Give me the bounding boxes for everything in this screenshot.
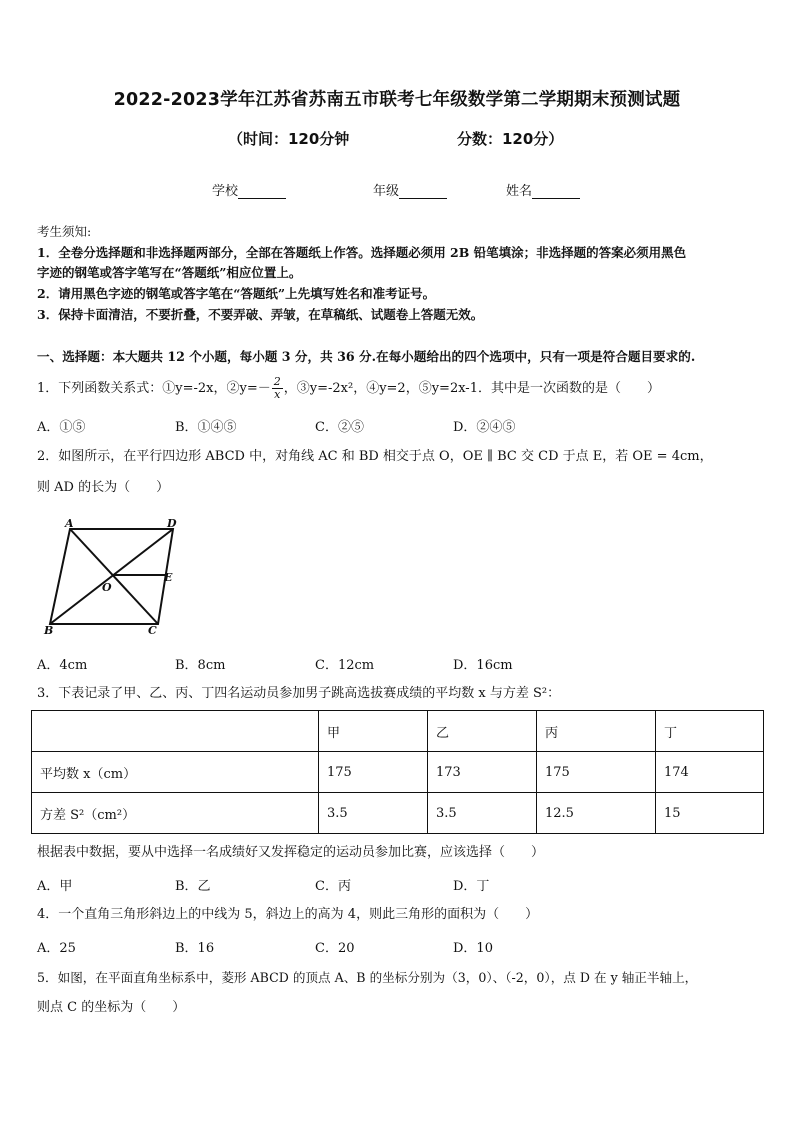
table-cell: 174	[656, 752, 764, 793]
label-b: B	[44, 624, 54, 637]
diagonal-bd	[50, 529, 173, 624]
question-4: 4．一个直角三角形斜边上的中线为 5，斜边上的高为 4，则此三角形的面积为（ ）	[37, 907, 539, 922]
label-d: D	[167, 517, 177, 530]
q1-option-b: B．①④⑤	[175, 420, 237, 435]
q4-option-c: C．20	[315, 941, 355, 956]
q3-option-d: D．丁	[453, 879, 490, 894]
question-2-line1: 2．如图所示，在平行四边形 ABCD 中，对角线 AC 和 BD 相交于点 O，OE ∥ BC 交 CD 于点 E，若 OE = 4cm，	[37, 449, 713, 464]
table-header-row	[32, 711, 764, 752]
question-3-prompt: 根据表中数据，要从中选择一名成绩好又发挥稳定的运动员参加比赛，应该选择（ ）	[37, 845, 545, 860]
table-cell: 甲	[319, 711, 428, 752]
grade-field: 年级	[373, 180, 447, 199]
q2-option-c: C．12cm	[315, 658, 375, 673]
table-cell: 3.5	[428, 793, 537, 834]
table-cell: 175	[319, 752, 428, 793]
table-cell: 15	[656, 793, 764, 834]
table-cell: 丁	[656, 711, 764, 752]
stats-table	[31, 710, 764, 834]
section-heading: 一、选择题：本大题共 12 个小题，每小题 3 分，共 36 分.在每小题给出的四个选项中，只有一项是符合题目要求的.	[37, 349, 696, 364]
notice-item: 字迹的钢笔或答字笔写在“答题纸”相应位置上。	[37, 265, 302, 280]
question-1: 1．下列函数关系式：①y=-2x，②y=－ $\frac{2}{x}$ ，③y=-2x²，④y=2，⑤y=2x-1．其中是一次函数的是（ ）	[37, 375, 660, 401]
label-c: C	[148, 624, 157, 637]
table-cell: 12.5	[537, 793, 656, 834]
q4-option-a: A．25	[37, 941, 76, 956]
table-cell: 丙	[537, 711, 656, 752]
q3-option-c: C．丙	[315, 879, 351, 894]
q1-option-c: C．②⑤	[315, 420, 364, 435]
notice-item: 1．全卷分选择题和非选择题两部分，全部在答题纸上作答。选择题必须用 2B 铅笔填涂；非选择题的答案必须用黑色	[37, 245, 687, 260]
label-a: A	[65, 517, 74, 530]
school-field: 学校	[212, 180, 286, 199]
q1-option-d: D．②④⑤	[453, 420, 516, 435]
q4-option-b: B．16	[175, 941, 215, 956]
table-row	[32, 752, 764, 793]
table-row	[32, 793, 764, 834]
notice-item: 2．请用黑色字迹的钢笔或答字笔在“答题纸”上先填写姓名和准考证号。	[37, 286, 436, 301]
time-limit: （时间：120分钟	[228, 130, 350, 148]
parallelogram-figure	[40, 517, 185, 637]
name-field: 姓名	[506, 180, 580, 199]
label-e: E	[164, 571, 173, 584]
q2-option-b: B．8cm	[175, 658, 226, 673]
q3-option-a: A．甲	[37, 879, 73, 894]
notice-item: 3．保持卡面清洁，不要折叠，不要弄破、弄皱，在草稿纸、试题卷上答题无效。	[37, 307, 484, 322]
table-cell: 平均数 x（cm）	[32, 752, 319, 793]
q3-option-b: B．乙	[175, 879, 211, 894]
table-cell: 173	[428, 752, 537, 793]
q2-option-a: A．4cm	[37, 658, 88, 673]
table-cell	[32, 711, 319, 752]
fraction: $\frac{2}{x}$	[273, 375, 281, 401]
question-3: 3．下表记录了甲、乙、丙、丁四名运动员参加男子跳高选拔赛成绩的平均数 x 与方差 S²：	[37, 686, 561, 701]
table-cell: 3.5	[319, 793, 428, 834]
question-2-line2: 则 AD 的长为（ ）	[37, 480, 170, 495]
q4-option-d: D．10	[453, 941, 493, 956]
q1-option-a: A．①⑤	[37, 420, 86, 435]
total-score: 分数：120分）	[457, 130, 564, 148]
table-cell: 乙	[428, 711, 537, 752]
diagonal-ac	[70, 529, 158, 624]
question-5-line2: 则点 C 的坐标为（ ）	[37, 1000, 186, 1015]
notice-heading: 考生须知:	[37, 224, 92, 239]
page-title: 2022-2023学年江苏省苏南五市联考七年级数学第二学期期末预测试题	[113, 90, 681, 110]
question-5-line1: 5．如图，在平面直角坐标系中，菱形 ABCD 的顶点 A、B 的坐标分别为（3，0）、（-2，0），点 D 在 y 轴正半轴上，	[37, 970, 698, 985]
table-cell: 方差 S²（cm²）	[32, 793, 319, 834]
label-o: O	[102, 581, 112, 594]
table-cell: 175	[537, 752, 656, 793]
q2-option-d: D．16cm	[453, 658, 513, 673]
